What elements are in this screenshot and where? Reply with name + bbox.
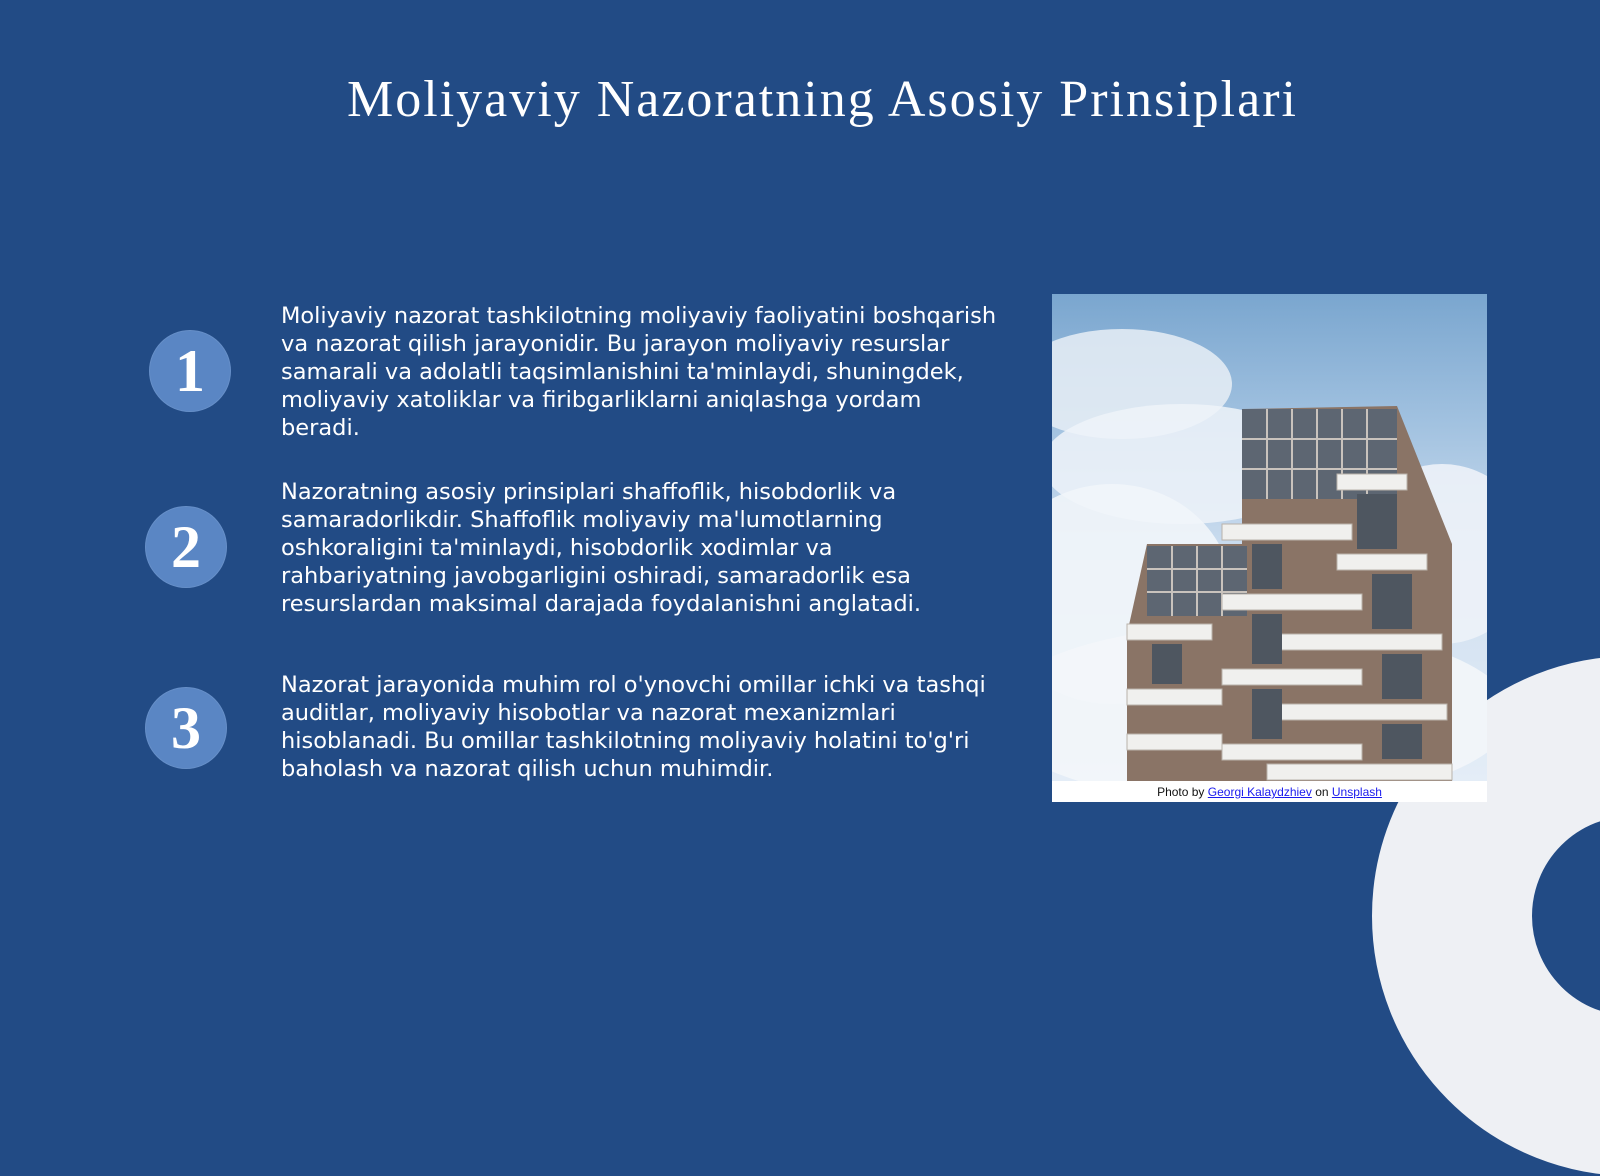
- number-badge-3: 3: [145, 687, 227, 769]
- building-photo: [1052, 294, 1487, 781]
- credit-middle: on: [1315, 785, 1329, 799]
- number-badge-1: 1: [149, 330, 231, 412]
- photo-credit: [1052, 782, 1487, 802]
- photo-card: [1052, 294, 1487, 802]
- item-text-1: Moliyaviy nazorat tashkilotning moliyaviy faoliyatini boshqarish va nazorat qilish jarayonidir. Bu jarayon moliyaviy resurslar samarali va adolatli taqsimlanishini ta'minlaydi, shuningdek, moliyaviy xatoliklar va firibgarliklarni aniqlashga yordam beradi.: [281, 303, 997, 441]
- credit-prefix: Photo by: [1157, 785, 1205, 799]
- slide-title: Moliyaviy Nazoratning Asosiy Prinsiplari: [347, 71, 1298, 128]
- number-badge-2: 2: [145, 506, 227, 588]
- source-link[interactable]: Unsplash: [1331, 785, 1382, 799]
- author-link[interactable]: Georgi Kalaydzhiev: [1207, 785, 1312, 799]
- item-text-3: Nazorat jarayonida muhim rol o'ynovchi omillar ichki va tashqi auditlar, moliyaviy hisobotlar va nazorat mexanizmlari hisoblanadi. Bu omillar tashkilotning moliyaviy holatini to'g'ri baholash va nazorat qilish uchun muhimdir.: [281, 672, 986, 782]
- item-text-2: Nazoratning asosiy prinsiplari shaffoflik, hisobdorlik va samaradorlikdir. Shaffoflik moliyaviy ma'lumotlarning oshkoraligini ta'minlaydi, hisobdorlik xodimlar va rahbariyatning javobgarligini oshiradi, samaradorlik esa resurslardan maksimal darajada foydalanishni anglatadi.: [281, 479, 922, 617]
